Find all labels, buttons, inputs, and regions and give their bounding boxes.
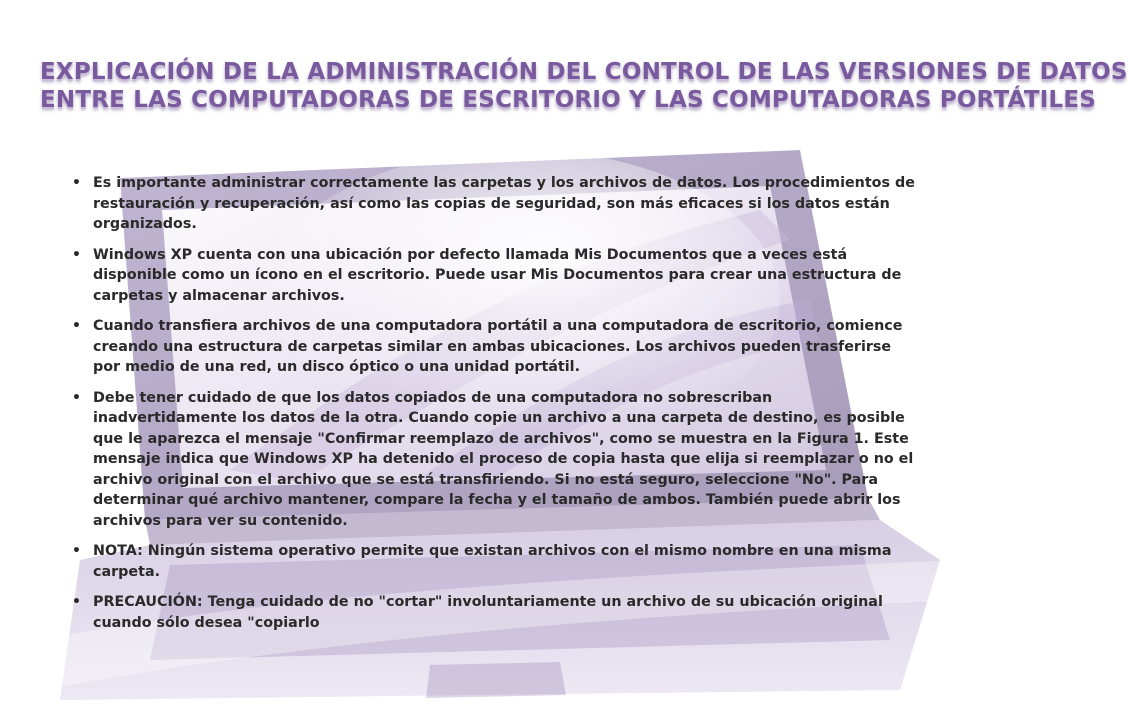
bullet-item	[72, 592, 917, 633]
slide-title	[40, 58, 1128, 114]
bullet-text: Es importante administrar correctamente las carpetas y los archivos de datos. Los procedimientos de restauración y recuperación, así como las copias de seguridad, son más eficaces si los datos están organizados.	[93, 175, 915, 232]
bullet-text: Windows XP cuenta con una ubicación por defecto llamada Mis Documentos que a veces está disponible como un ícono en el escritorio. Puede usar Mis Documentos para crear una estructura de carpetas y almacenar archivos.	[93, 246, 902, 304]
bullet-item	[72, 173, 917, 235]
title-line-2: ENTRE LAS COMPUTADORAS DE ESCRITORIO Y LAS COMPUTADORAS PORTÁTILES	[40, 87, 1097, 113]
bullet-text: NOTA: Ningún sistema operativo permite que existan archivos con el mismo nombre en una misma carpeta.	[93, 543, 892, 580]
bullet-icon: •	[72, 389, 81, 406]
bullet-icon: •	[72, 246, 81, 263]
bullet-text: PRECAUCIÓN: Tenga cuidado de no "cortar" involuntariamente un archivo de su ubicación original cuando sólo desea "copiarlo	[93, 594, 883, 631]
bullet-icon: •	[72, 594, 81, 610]
bullet-item	[72, 541, 917, 582]
bullet-item	[72, 245, 917, 307]
bullet-text: Cuando transfiera archivos de una computadora portátil a una computadora de escritorio, comience creando una estructura de carpetas similar en ambas ubicaciones. Los archivos pueden trasferirse por medio de una red, un disco óptico o una unidad portátil.	[93, 318, 903, 375]
bullet-item	[72, 388, 917, 532]
title-line-1: EXPLICACIÓN DE LA ADMINISTRACIÓN DEL CONTROL DE LAS VERSIONES DE DATOS	[40, 59, 1128, 85]
bullet-icon: •	[72, 543, 81, 559]
bullet-icon: •	[72, 175, 81, 191]
bullet-list	[72, 173, 917, 643]
bullet-text: Debe tener cuidado de que los datos copiados de una computadora no sobrescriban inadvertidamente los datos de la otra. Cuando copie un archivo a una carpeta de destino, es posible que le aparezca el mensaje "Confirmar reemplazo de archivos", como se muestra en la Figura 1. Este mensaje indica que Windows XP ha detenido el proceso de copia hasta que elija si reemplazar o no el archivo original con el archivo que se está transfiriendo. Si no está seguro, seleccione "No". Para determinar qué archivo mantener, compare la fecha y el tamaño de ambos. También puede abrir los archivos para ver su contenido.	[93, 389, 914, 529]
bullet-icon: •	[72, 318, 81, 334]
bullet-item	[72, 316, 917, 378]
